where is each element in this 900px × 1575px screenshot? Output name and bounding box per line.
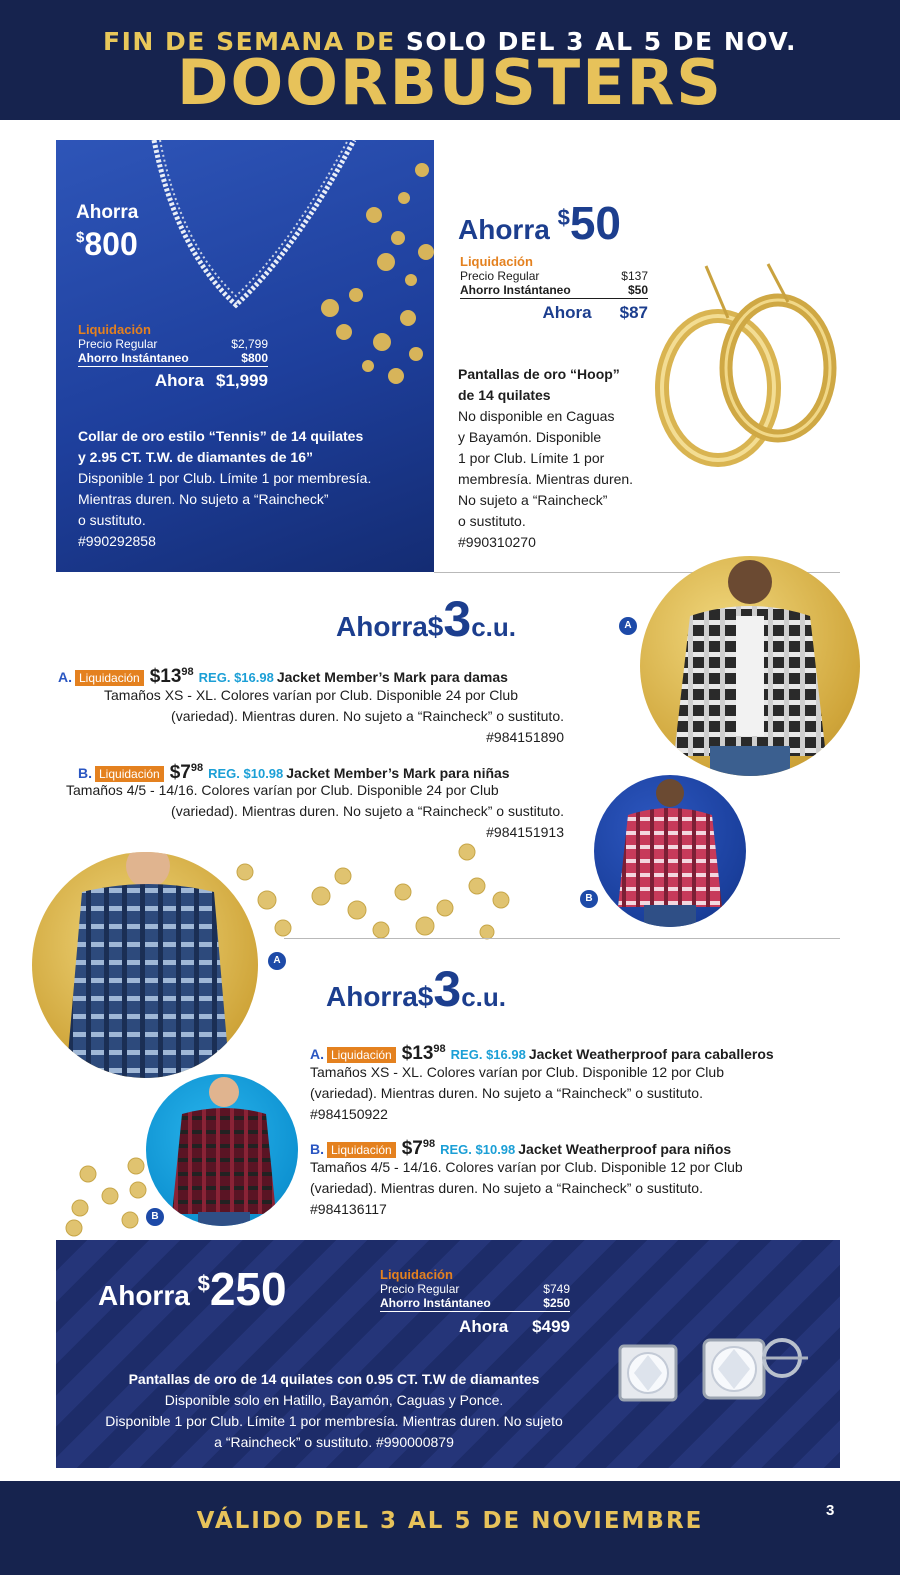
necklace-regular-price: $2,799: [231, 337, 268, 351]
boys-item-b-cents: 98: [422, 1138, 436, 1150]
studs-now-row: [380, 1317, 570, 1337]
girls-item-b-letter: B.: [78, 765, 92, 781]
girls-item-b-desc-1: Tamaños 4/5 - 14/16. Colores varían por Club. Disponible 24 por Club: [66, 782, 499, 798]
necklace-sku: #990292858: [78, 533, 156, 549]
boys-item-b-sku: #984136117: [310, 1201, 387, 1217]
mens-save-heading: [326, 960, 506, 1018]
hoops-now-price: $87: [619, 303, 648, 322]
necklace-now-label: Ahora: [154, 371, 204, 390]
womens-jacket-photo: [640, 556, 860, 776]
studs-instant-amount: $250: [543, 1296, 570, 1310]
mens-save-currency: $: [417, 981, 434, 1012]
necklace-description: [78, 426, 428, 552]
girls-jacket-photo: [594, 775, 746, 927]
girls-item-b-sku: #984151913: [486, 824, 564, 840]
hoops-desc-1: No disponible en Caguas: [458, 408, 615, 424]
mens-badge-a: A: [268, 952, 286, 970]
hoops-regular-price: $137: [621, 269, 648, 283]
hoops-regular-label: Precio Regular: [460, 269, 540, 283]
girls-item-b-desc-2: (variedad). Mientras duren. No sujeto a “Raincheck” o sustituto.: [171, 803, 564, 819]
girls-item-b-details: [66, 780, 564, 843]
studs-instant-label: Ahorro Instántaneo: [380, 1296, 491, 1310]
necklace-title-1: Collar de oro estilo “Tennis” de 14 quilates: [78, 428, 364, 444]
mens-item-a-desc-1: Tamaños XS - XL. Colores varían por Club. Disponible 12 por Club: [310, 1064, 724, 1080]
necklace-desc-3: o sustituto.: [78, 512, 146, 528]
studs-desc-2: Disponible 1 por Club. Límite 1 por membresía. Mientras duren. No sujeto: [105, 1413, 563, 1429]
womens-item-a-sku: #984151890: [486, 729, 564, 745]
necklace-save-currency: $: [76, 229, 85, 246]
studs-save-currency: $: [197, 1271, 210, 1296]
mens-save-amount: 3: [433, 961, 462, 1017]
boys-item-b-letter: B.: [310, 1141, 324, 1157]
womens-save-heading: [336, 590, 516, 648]
gold-confetti-2: [60, 1150, 160, 1240]
mens-item-a-cents: 98: [433, 1043, 446, 1055]
mens-save-label: Ahorra: [326, 981, 418, 1012]
studs-instant-row: [380, 1296, 570, 1312]
hoops-sku: #990310270: [458, 534, 536, 550]
hoops-save-label: Ahorra: [458, 214, 550, 245]
womens-jacket-image: [640, 556, 860, 776]
mens-item-a-name: Jacket Weatherproof para caballeros: [528, 1046, 774, 1062]
gold-confetti-1: [225, 840, 525, 940]
womens-item-a-reg: REG. $16.98: [198, 670, 274, 685]
boys-jacket-photo: [146, 1074, 298, 1226]
womens-save-currency: $: [427, 611, 444, 642]
mens-item-a-dollars: $13: [401, 1043, 434, 1064]
necklace-liquidation: Liquidación: [78, 322, 151, 337]
hoops-instant-row: [460, 283, 648, 299]
hoops-desc-5: No sujeto a “Raincheck”: [458, 492, 608, 508]
mens-item-a-details: [310, 1062, 830, 1125]
mens-jacket-image: [32, 852, 258, 1078]
mens-item-a-sku: #984150922: [310, 1106, 388, 1122]
hoops-instant-label: Ahorro Instántaneo: [460, 283, 571, 297]
studs-now-price: $499: [532, 1317, 570, 1336]
hoops-description: [458, 364, 658, 553]
hoops-instant-amount: $50: [627, 283, 648, 297]
necklace-save-value: 800: [84, 226, 138, 262]
boys-badge-b: B: [146, 1208, 164, 1226]
necklace-instant-label: Ahorro Instántaneo: [78, 351, 189, 365]
womens-save-label: Ahorra: [336, 611, 428, 642]
boys-item-b-details: [310, 1157, 830, 1220]
studs-desc-3: a “Raincheck” o sustituto. #990000879: [214, 1434, 454, 1450]
necklace-save-amount: [76, 226, 138, 263]
hoops-save-amount: 50: [569, 197, 621, 249]
hoops-now-row: [460, 303, 648, 323]
hoop-earrings-image: [648, 258, 848, 478]
mens-item-a-tag: Liquidación: [327, 1047, 396, 1063]
boys-item-b-dollars: $7: [401, 1138, 423, 1159]
section-divider-2: [284, 938, 840, 939]
necklace-save-label: Ahorra: [76, 202, 139, 223]
hoops-title-1: Pantallas de oro “Hoop”: [458, 366, 620, 382]
studs-regular-label: Precio Regular: [380, 1282, 460, 1296]
studs-liquidation: Liquidación: [380, 1267, 453, 1282]
necklace-panel: [56, 140, 434, 572]
girls-item-b-dollars: $7: [169, 762, 191, 783]
studs-title: Pantallas de oro de 14 quilates con 0.95 CT. T.W de diamantes: [128, 1371, 540, 1387]
studs-description: [56, 1369, 612, 1453]
diamond-studs-image: [612, 1318, 818, 1408]
necklace-regular-label: Precio Regular: [78, 337, 158, 351]
necklace-instant-amount: $800: [241, 351, 268, 365]
womens-item-a-tag: Liquidación: [75, 670, 144, 686]
girls-item-b-cents: 98: [190, 762, 204, 774]
necklace-instant-row: [78, 351, 268, 367]
boys-item-b-name: Jacket Weatherproof para niños: [518, 1141, 732, 1157]
studs-save-amount: 250: [209, 1263, 287, 1315]
boys-item-b-desc-2: (variedad). Mientras duren. No sujeto a “Raincheck” o sustituto.: [310, 1180, 703, 1196]
necklace-desc-1: Disponible 1 por Club. Límite 1 por membresía.: [78, 470, 372, 486]
studs-desc-1: Disponible solo en Hatillo, Bayamón, Caguas y Ponce.: [164, 1392, 504, 1408]
hoops-regular-row: [460, 269, 648, 283]
necklace-price-box: [78, 322, 268, 391]
hoops-desc-3: 1 por Club. Límite 1 por: [458, 450, 605, 466]
header-line-gold: FIN DE SEMANA DE: [103, 27, 396, 56]
womens-badge-a: A: [619, 617, 637, 635]
womens-item-a-dollars: $13: [149, 666, 182, 687]
hoops-price-box: [460, 254, 648, 323]
womens-item-a-desc-1: Tamaños XS - XL. Colores varían por Club. Disponible 24 por Club: [104, 687, 518, 703]
womens-save-amount: 3: [443, 591, 472, 647]
studs-regular-price: $749: [543, 1282, 570, 1296]
page-number: 3: [826, 1502, 835, 1519]
studs-save-label: Ahorra: [98, 1280, 190, 1311]
girls-badge-b: B: [580, 890, 598, 908]
hoops-desc-4: membresía. Mientras duren.: [458, 471, 634, 487]
mens-item-a-price: [402, 1043, 446, 1064]
mens-save-unit: c.u.: [461, 982, 506, 1012]
necklace-now-row: [78, 371, 268, 391]
header-line-white: SOLO DEL 3 AL 5 DE NOV.: [405, 27, 797, 56]
girls-item-b-reg: REG. $10.98: [208, 766, 284, 781]
womens-save-unit: c.u.: [471, 612, 516, 642]
girls-item-b-tag: Liquidación: [95, 766, 164, 782]
studs-now-label: Ahora: [459, 1317, 509, 1336]
mens-jacket-photo: [32, 852, 258, 1078]
necklace-desc-2: Mientras duren. No sujeto a “Raincheck”: [78, 491, 329, 507]
womens-item-a-letter: A.: [58, 669, 72, 685]
necklace-regular-row: [78, 337, 268, 351]
studs-price-box: [380, 1267, 570, 1337]
mens-item-a-letter: A.: [310, 1046, 324, 1062]
boys-item-b-tag: Liquidación: [327, 1142, 396, 1158]
womens-item-a-name: Jacket Member’s Mark para damas: [276, 669, 508, 685]
boys-item-b-desc-1: Tamaños 4/5 - 14/16. Colores varían por Club. Disponible 12 por Club: [310, 1159, 743, 1175]
mens-item-a-reg: REG. $16.98: [450, 1047, 526, 1062]
hoops-save-currency: $: [557, 205, 570, 230]
footer-validity: VÁLIDO DEL 3 AL 5 DE NOVIEMBRE: [196, 1508, 704, 1534]
studs-regular-row: [380, 1282, 570, 1296]
girls-item-b-name: Jacket Member’s Mark para niñas: [286, 765, 510, 781]
womens-item-a-price: [150, 666, 194, 687]
boys-jacket-image: [146, 1074, 298, 1226]
hoops-now-label: Ahora: [542, 303, 592, 322]
girls-jacket-image: [594, 775, 746, 927]
necklace-now-price: $1,999: [216, 371, 268, 390]
hoops-desc-2: y Bayamón. Disponible: [458, 429, 602, 445]
necklace-title-2: y 2.95 CT. T.W. de diamantes de 16”: [78, 449, 313, 465]
womens-item-a-desc-2: (variedad). Mientras duren. No sujeto a “Raincheck” o sustituto.: [171, 708, 564, 724]
mens-item-a-desc-2: (variedad). Mientras duren. No sujeto a “Raincheck” o sustituto.: [310, 1085, 703, 1101]
hoops-title-2: de 14 quilates: [458, 387, 551, 403]
page-title: DOORBUSTERS: [177, 46, 723, 119]
womens-item-a-cents: 98: [181, 666, 194, 678]
boys-item-b-reg: REG. $10.98: [440, 1142, 516, 1157]
studs-save-heading: [98, 1262, 287, 1316]
womens-item-a-details: [104, 685, 564, 748]
hoops-desc-6: o sustituto.: [458, 513, 526, 529]
boys-item-b-price: [402, 1138, 435, 1159]
hoops-save-heading: [458, 196, 621, 250]
hoops-liquidation: Liquidación: [460, 254, 533, 269]
